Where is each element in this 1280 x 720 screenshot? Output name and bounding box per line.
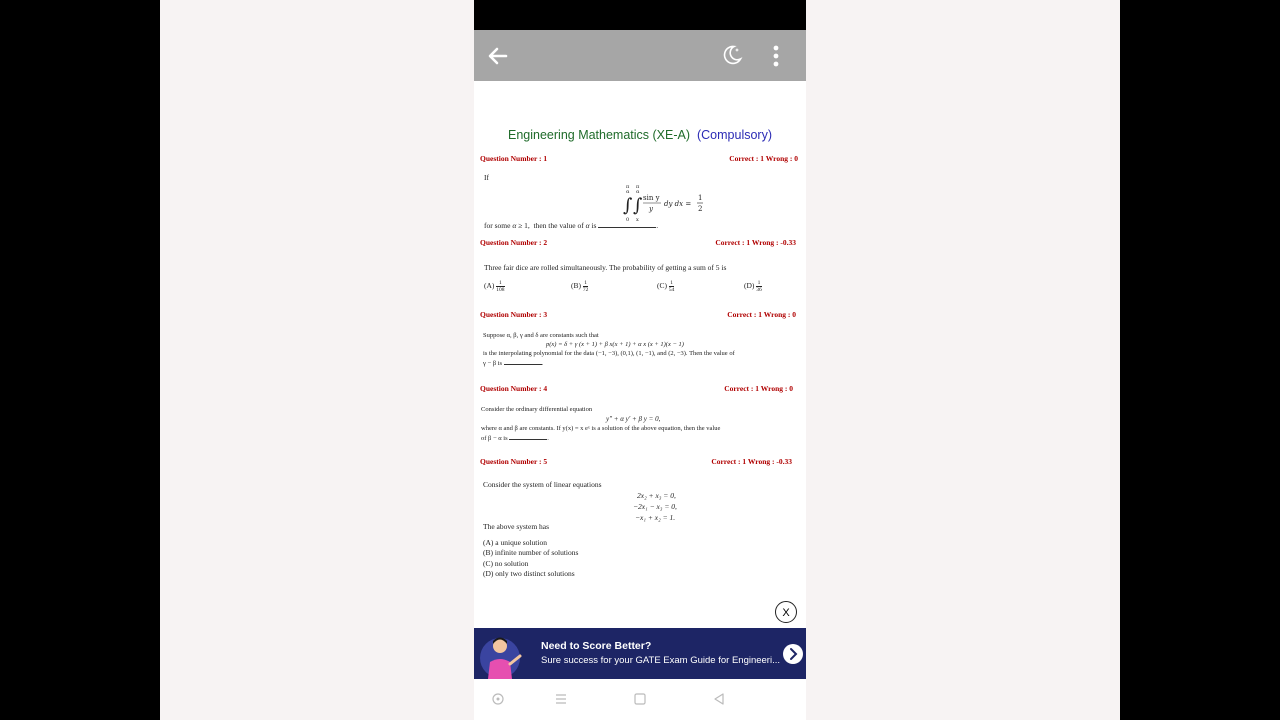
chevron-right-icon[interactable] <box>783 644 803 664</box>
equation-line: 2x₂ + x₃ = 0, <box>637 491 676 500</box>
question-text: If <box>484 173 489 182</box>
svg-text:π: π <box>636 184 640 190</box>
question-number: Question Number : 5 <box>480 457 548 466</box>
back-triangle-icon[interactable] <box>711 691 727 707</box>
ad-subtitle: Sure success for your GATE Exam Guide for Engineeri... <box>541 655 781 666</box>
question-score: Correct : 1 Wrong : 0 <box>727 310 796 319</box>
question-number: Question Number : 3 <box>480 310 548 319</box>
question-text: for some α ≥ 1, then the value of α is . <box>484 221 659 230</box>
question-score: Correct : 1 Wrong : 0 <box>729 154 798 163</box>
title-main: Engineering Mathematics (XE-A) <box>508 128 691 142</box>
question-number: Question Number : 1 <box>480 154 548 163</box>
app-bar <box>474 30 806 81</box>
svg-text:sin y: sin y <box>643 194 660 202</box>
question-header <box>480 154 798 166</box>
svg-text:dy dx =: dy dx = <box>664 200 692 208</box>
svg-text:0: 0 <box>626 217 630 223</box>
question-text: The above system has <box>483 522 550 531</box>
moon-icon[interactable] <box>720 43 744 67</box>
question-text: γ − β is . <box>483 360 544 367</box>
student-illustration <box>478 632 534 679</box>
integral-equation <box>622 181 712 223</box>
svg-text:2: 2 <box>698 205 703 213</box>
title-sub: (Compulsory) <box>696 128 772 142</box>
option-c: (C) no solution <box>483 559 529 568</box>
question-header <box>480 310 796 322</box>
home-icon[interactable] <box>632 691 648 707</box>
equation-line: −2x₁ − x₃ = 0, <box>633 502 677 511</box>
question-text: is the interpolating polynomial for the data (−1, −3), (0,1), (1, −1), and (2, −3). Then the value of <box>483 350 735 357</box>
arrow-left-icon[interactable] <box>484 42 512 70</box>
option-a: (A) a unique solution <box>483 538 547 547</box>
ad-title: Need to Score Better? <box>541 640 652 652</box>
kebab-menu-icon[interactable] <box>766 43 786 69</box>
question-number: Question Number : 2 <box>480 238 548 247</box>
question-text: Suppose α, β, γ and δ are constants such that <box>483 332 599 339</box>
svg-text:x: x <box>636 217 639 223</box>
svg-text:y: y <box>649 205 653 213</box>
recent-apps-icon[interactable] <box>553 691 569 707</box>
ad-close-button[interactable]: X <box>775 601 797 623</box>
question-header <box>480 384 793 396</box>
option-b: $(B) \frac{1}{72}$ <box>571 280 589 293</box>
question-score: Correct : 1 Wrong : 0 <box>724 384 793 393</box>
question-text: Three fair dice are rolled simultaneously. The probability of getting a sum of 5 is <box>484 263 727 272</box>
question-text: Consider the system of linear equations <box>483 480 602 489</box>
document-page <box>474 81 806 628</box>
question-equation: y″ + α y′ + β y = 0, <box>606 415 661 423</box>
question-header <box>480 457 792 469</box>
option-a: $(A) \frac{1}{108}$ <box>484 280 505 293</box>
question-text: Consider the ordinary differential equation <box>481 406 593 413</box>
option-c: $(C) \frac{1}{54}$ <box>657 280 675 293</box>
svg-text:∫: ∫ <box>623 195 633 216</box>
question-text: where α and β are constants. If y(x) = x eˣ is a solution of the above equation, then the value <box>481 425 721 432</box>
svg-text:π: π <box>626 184 630 190</box>
equation-line: −x₁ + x₂ = 1. <box>635 513 676 522</box>
svg-text:1: 1 <box>698 194 703 202</box>
assistant-icon[interactable] <box>490 691 506 707</box>
option-d: $(D) \frac{1}{36}$ <box>744 280 762 293</box>
phone-screen <box>474 0 806 720</box>
svg-text:α: α <box>636 189 640 195</box>
question-header <box>480 238 796 250</box>
system-nav-bar <box>474 679 806 720</box>
option-b: (B) infinite number of solutions <box>483 548 579 557</box>
svg-text:∫: ∫ <box>633 195 643 216</box>
question-equation: p(x) = δ + γ (x + 1) + β x(x + 1) + α x (x + 1)(x − 1) <box>546 341 684 348</box>
question-score: Correct : 1 Wrong : -0.33 <box>715 238 796 247</box>
question-text: of β − α is . <box>481 435 549 442</box>
page-title <box>474 128 806 142</box>
question-number: Question Number : 4 <box>480 384 548 393</box>
status-bar <box>474 0 806 30</box>
svg-text:α: α <box>626 189 630 195</box>
option-d: (D) only two distinct solutions <box>483 569 575 578</box>
ad-banner[interactable] <box>474 628 806 679</box>
question-score: Correct : 1 Wrong : -0.33 <box>711 457 792 466</box>
